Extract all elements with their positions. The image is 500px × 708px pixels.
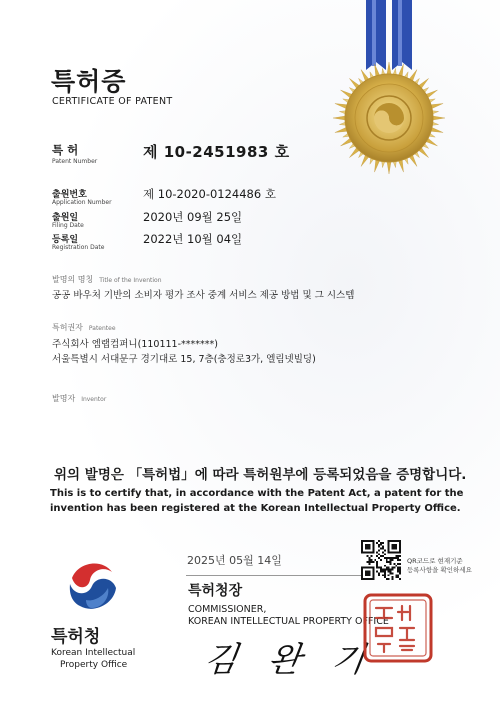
certificate-title: 특허증 xyxy=(51,67,127,96)
invention-title-value: 공공 바우처 기반의 소비자 평가 조사 중계 서비스 제공 방법 및 그 시스템 xyxy=(52,290,355,301)
commissioner-title-english-line1: COMMISSIONER, xyxy=(188,604,267,615)
certification-statement-english-line1: This is to certify that, in accordance with the Patent Act, a patent for the xyxy=(50,488,464,499)
patentee-label-korean: 특허권자 xyxy=(52,323,83,332)
certification-statement-korean: 위의 발명은 「특허법」에 따라 특허원부에 등록되었음을 증명합니다. xyxy=(54,467,467,483)
commissioner-title-english-line2: KOREAN INTELLECTUAL PROPERTY OFFICE xyxy=(188,616,389,627)
invention-title-label-english: Title of the Invention xyxy=(99,277,162,284)
certification-statement-english-line2: invention has been registered at the Korean Intellectual Property Office. xyxy=(50,503,461,514)
issue-date: 2025년 05월 14일 xyxy=(187,554,282,567)
registration-date-label-english: Registration Date xyxy=(52,244,105,251)
filing-date-label: 출원일 xyxy=(52,213,79,223)
kipo-name-english-line1: Korean Intellectual xyxy=(51,648,136,658)
commissioner-signature: 김 완 기 xyxy=(201,640,378,680)
invention-title-label-korean: 발명의 명칭 xyxy=(52,275,94,284)
certificate-title-english: CERTIFICATE OF PATENT xyxy=(52,96,173,107)
filing-date-label-english: Filing Date xyxy=(52,222,84,229)
official-seal-stamp-icon xyxy=(362,592,434,664)
kipo-name-korean: 특허청 xyxy=(51,627,101,647)
gold-medal-icon xyxy=(316,0,462,190)
patentee-label xyxy=(52,322,116,333)
commissioner-title-korean: 특허청장 xyxy=(188,583,243,599)
patent-number-label: 특 허 xyxy=(52,143,79,157)
commissioner-divider xyxy=(186,575,386,576)
registration-date-value: 2022년 10월 04일 xyxy=(143,232,243,246)
kipo-taegeuk-logo-icon xyxy=(64,556,122,614)
qr-caption-line2: 등록사항을 확인하세요 xyxy=(407,566,472,574)
patentee-name: 주식회사 엠랩컴퍼니(110111-*******) xyxy=(52,339,218,350)
filing-date-value: 2020년 09월 25일 xyxy=(143,210,243,224)
application-number-label: 출원번호 xyxy=(52,190,87,200)
application-number-label-english: Application Number xyxy=(52,199,112,206)
kipo-name-english-line2: Property Office xyxy=(60,660,128,670)
patentee-address: 서울특별시 서대문구 경기대로 15, 7층(충정로3가, 엘림넷빌딩) xyxy=(52,354,316,365)
qr-caption-line1: QR코드로 현재기준 xyxy=(407,557,463,565)
invention-title-label xyxy=(52,274,162,285)
qr-code-icon[interactable] xyxy=(361,540,401,580)
inventor-label-english: Inventor xyxy=(81,396,107,403)
patentee-label-english: Patentee xyxy=(88,325,116,332)
patent-number-label-english: Patent Number xyxy=(52,158,98,165)
inventor-label-korean: 발명자 xyxy=(52,394,76,403)
registration-date-label: 등록일 xyxy=(52,235,79,245)
patent-number-value: 제 10-2451983 호 xyxy=(143,143,290,161)
application-number-value: 제 10-2020-0124486 호 xyxy=(143,187,276,201)
inventor-label xyxy=(52,393,106,404)
